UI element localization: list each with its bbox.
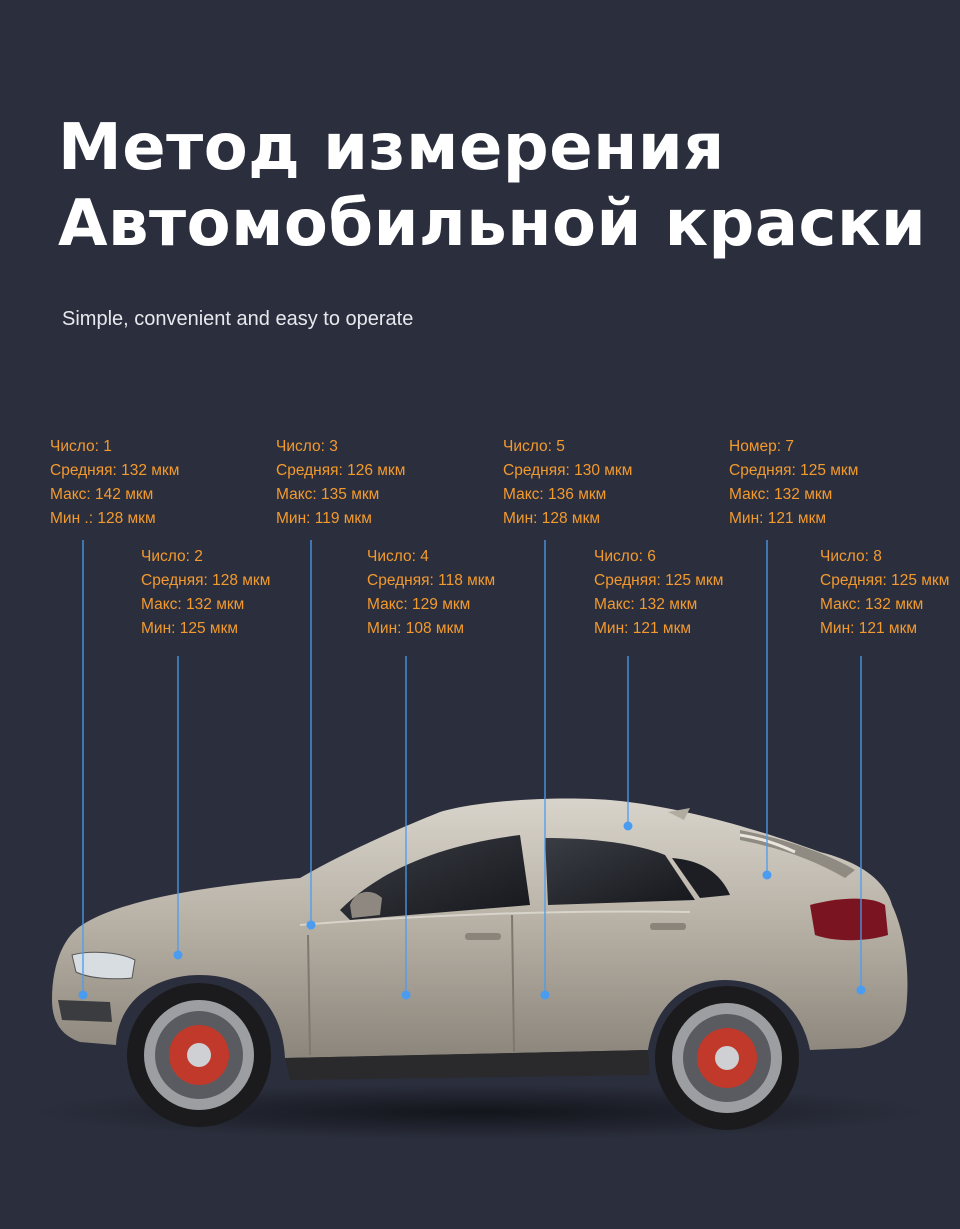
point-average: Средняя: 128 мкм bbox=[141, 572, 271, 589]
pointer-dot-3 bbox=[307, 921, 316, 930]
point-number: Число: 3 bbox=[276, 438, 338, 455]
rear-wheel bbox=[655, 986, 799, 1130]
point-min: Мин .: 128 мкм bbox=[50, 510, 156, 527]
point-min: Мин: 121 мкм bbox=[820, 620, 918, 637]
measurement-label-4 bbox=[367, 545, 495, 641]
measurement-label-5 bbox=[503, 435, 632, 531]
subtitle: Simple, convenient and easy to operate bbox=[62, 308, 414, 330]
point-average: Средняя: 125 мкм bbox=[594, 572, 724, 589]
title-line-2: Автомобильной краски bbox=[58, 187, 927, 261]
point-max: Макс: 132 мкм bbox=[141, 596, 245, 613]
point-min: Мин: 108 мкм bbox=[367, 620, 465, 637]
point-number: Число: 5 bbox=[503, 438, 565, 455]
point-average: Средняя: 132 мкм bbox=[50, 462, 180, 479]
pointer-dot-7 bbox=[763, 871, 772, 880]
point-number: Номер: 7 bbox=[729, 438, 794, 455]
point-max: Макс: 132 мкм bbox=[820, 596, 924, 613]
point-number: Число: 8 bbox=[820, 548, 882, 565]
title-line-1: Метод измерения bbox=[58, 111, 725, 185]
point-max: Макс: 132 мкм bbox=[729, 486, 833, 503]
measurement-label-3 bbox=[276, 435, 405, 531]
measurement-label-8 bbox=[820, 545, 949, 641]
point-min: Мин: 128 мкм bbox=[503, 510, 601, 527]
point-average: Средняя: 130 мкм bbox=[503, 462, 633, 479]
point-min: Мин: 121 мкм bbox=[594, 620, 692, 637]
point-number: Число: 1 bbox=[50, 438, 112, 455]
pointer-dot-2 bbox=[174, 951, 183, 960]
measurement-label-6 bbox=[594, 545, 723, 641]
point-max: Макс: 135 мкм bbox=[276, 486, 380, 503]
point-max: Макс: 129 мкм bbox=[367, 596, 471, 613]
point-min: Мин: 121 мкм bbox=[729, 510, 827, 527]
point-max: Макс: 132 мкм bbox=[594, 596, 698, 613]
front-wheel bbox=[127, 983, 271, 1127]
point-min: Мин: 125 мкм bbox=[141, 620, 239, 637]
point-max: Макс: 136 мкм bbox=[503, 486, 607, 503]
measurement-label-1 bbox=[50, 435, 179, 531]
pointer-dot-6 bbox=[624, 822, 633, 831]
point-average: Средняя: 118 мкм bbox=[367, 572, 496, 589]
point-min: Мин: 119 мкм bbox=[276, 510, 372, 527]
point-number: Число: 6 bbox=[594, 548, 656, 565]
measurement-label-7 bbox=[729, 435, 858, 531]
point-average: Средняя: 126 мкм bbox=[276, 462, 406, 479]
pointer-dot-5 bbox=[541, 991, 550, 1000]
measurement-label-2 bbox=[141, 545, 270, 641]
pointer-dot-8 bbox=[857, 986, 866, 995]
pointer-dot-4 bbox=[402, 991, 411, 1000]
pointer-dot-1 bbox=[79, 991, 88, 1000]
point-average: Средняя: 125 мкм bbox=[820, 572, 950, 589]
point-number: Число: 4 bbox=[367, 548, 429, 565]
point-average: Средняя: 125 мкм bbox=[729, 462, 859, 479]
point-number: Число: 2 bbox=[141, 548, 203, 565]
point-max: Макс: 142 мкм bbox=[50, 486, 154, 503]
